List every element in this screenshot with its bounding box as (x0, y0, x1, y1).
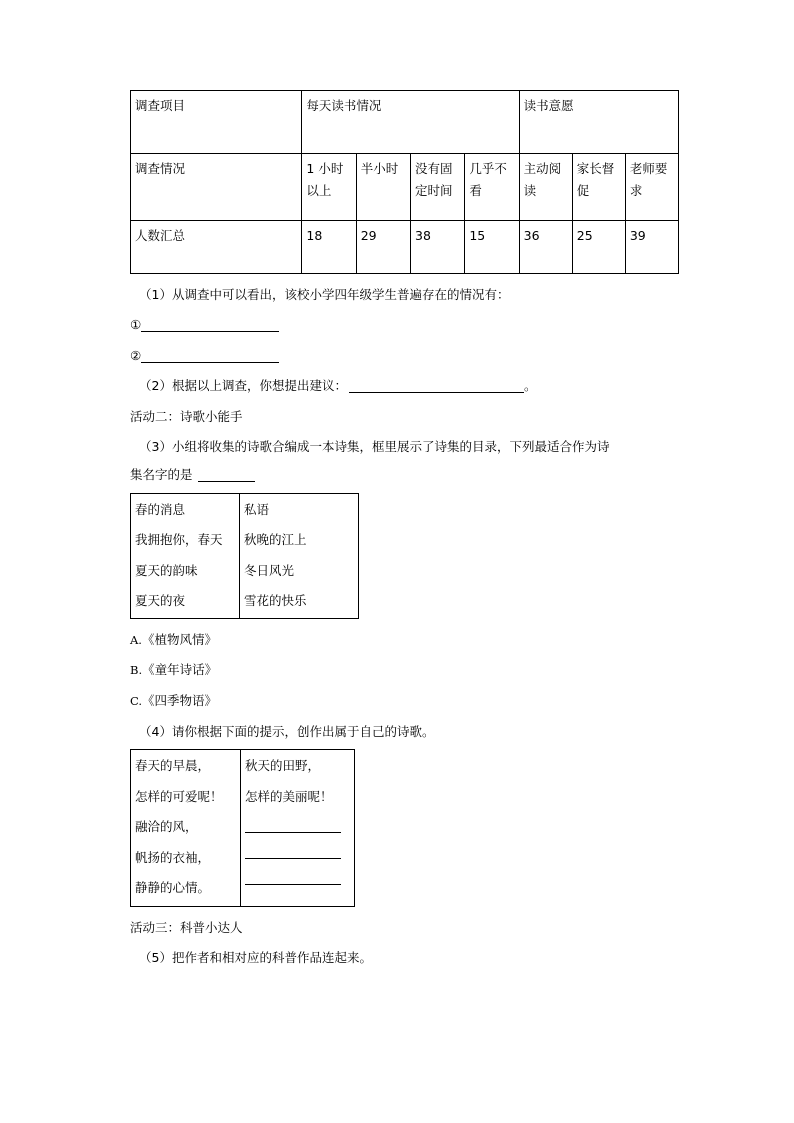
list-item: 秋晚的江上 (244, 532, 307, 548)
list-item: 静静的心情。 (135, 880, 211, 896)
list-item: 私语 (244, 501, 270, 517)
option-c-label: 《四季物语》 (142, 693, 218, 709)
answer-blank-1[interactable] (141, 318, 279, 332)
survey-row-label-total: 人数汇总 (131, 221, 302, 274)
circled-number-1-icon: ① (130, 317, 142, 333)
poem-creation-prompt (130, 749, 355, 907)
activity-2-title: 活动二：诗歌小能手 (130, 408, 243, 424)
survey-subheader-over-one-hour: 1 小时以上 (302, 154, 356, 221)
option-b-letter: B. (130, 663, 143, 678)
answer-blank-2[interactable] (141, 349, 279, 363)
option-a[interactable] (130, 630, 680, 650)
poem-answer-blank-3[interactable] (245, 868, 341, 885)
survey-value-active-reading: 36 (519, 221, 572, 274)
answer-blank-suggestion[interactable] (349, 379, 524, 393)
table-row (131, 493, 359, 618)
option-c-letter: C. (130, 694, 143, 709)
list-item: 怎样的可爱呢！ (135, 788, 223, 804)
answer-blank-collection-name[interactable] (198, 468, 255, 482)
poem-collection-index (130, 493, 359, 619)
reading-survey-table (130, 90, 679, 274)
list-item: 春的消息 (135, 501, 186, 517)
question-2-text (130, 376, 680, 395)
table-row (131, 750, 355, 907)
question-1-text: （1）从调查中可以看出，该校小学四年级学生普遍存在的情况有： (139, 287, 510, 302)
question-3-text-line-2 (130, 465, 680, 484)
survey-subheader-half-hour: 半小时 (356, 154, 410, 221)
question-1-item-2 (130, 346, 680, 365)
question-4-text: （4）请你根据下面的提示，创作出属于自己的诗歌。 (139, 724, 435, 740)
table-row (131, 221, 679, 274)
option-b[interactable] (130, 660, 680, 680)
question-3-label: 集名字的是 (130, 467, 193, 483)
survey-header-reading-willingness: 读书意愿 (519, 91, 678, 154)
poem-answer-blank-2[interactable] (245, 842, 341, 859)
question-2-period: 。 (523, 378, 537, 394)
list-item: 我拥抱你，春天 (135, 532, 223, 548)
table-row (131, 154, 679, 221)
list-item: 秋天的田野， (245, 758, 321, 774)
question-2-label: （2）根据以上调查，你想提出建议： (139, 378, 347, 394)
question-1-item-1 (130, 315, 680, 334)
list-item: 融洽的风， (135, 819, 198, 835)
survey-value-half-hour: 29 (356, 221, 410, 274)
survey-subheader-teacher-request: 老师要求 (625, 154, 678, 221)
option-a-label: 《植物风情》 (141, 631, 217, 647)
survey-value-almost-never: 15 (465, 221, 519, 274)
option-c[interactable] (130, 691, 680, 711)
list-item: 怎样的美丽呢！ (245, 788, 333, 804)
poem-prompt-left-column (131, 750, 241, 907)
survey-value-over-one-hour: 18 (302, 221, 356, 274)
poem-prompt-right-column (241, 750, 355, 907)
list-item: 冬日风光 (244, 562, 295, 578)
survey-subheader-active-reading: 主动阅读 (519, 154, 572, 221)
survey-header-daily-reading: 每天读书情况 (302, 91, 519, 154)
survey-header-project: 调查项目 (131, 91, 302, 154)
survey-subheader-parent-supervision: 家长督促 (572, 154, 625, 221)
list-item: 夏天的夜 (135, 593, 186, 609)
survey-value-teacher-request: 39 (625, 221, 678, 274)
survey-value-parent-supervision: 25 (572, 221, 625, 274)
activity-3-title: 活动三：科普小达人 (130, 919, 243, 935)
option-a-letter: A. (130, 632, 142, 647)
page-content (130, 90, 680, 968)
list-item: 春天的早晨， (135, 758, 211, 774)
poem-index-left-column (131, 493, 240, 618)
list-item: 帆扬的衣袖， (135, 849, 211, 865)
table-row (131, 91, 679, 154)
poem-answer-blank-1[interactable] (245, 816, 341, 833)
list-item: 雪花的快乐 (244, 593, 307, 609)
survey-subheader-almost-never: 几乎不看 (465, 154, 519, 221)
list-item: 夏天的韵味 (135, 562, 198, 578)
circled-number-2-icon: ② (130, 347, 142, 363)
question-5-text: （5）把作者和相对应的科普作品连起来。 (139, 950, 372, 966)
poem-index-right-column (240, 493, 359, 618)
survey-subheader-situation: 调查情况 (131, 154, 302, 221)
survey-value-no-fixed-time: 38 (411, 221, 465, 274)
survey-subheader-no-fixed-time: 没有固定时间 (411, 154, 465, 221)
question-3-text-line-1: （3）小组将收集的诗歌合编成一本诗集，框里展示了诗集的目录，下列最适合作为诗 (139, 438, 610, 454)
option-b-label: 《童年诗话》 (142, 662, 218, 678)
